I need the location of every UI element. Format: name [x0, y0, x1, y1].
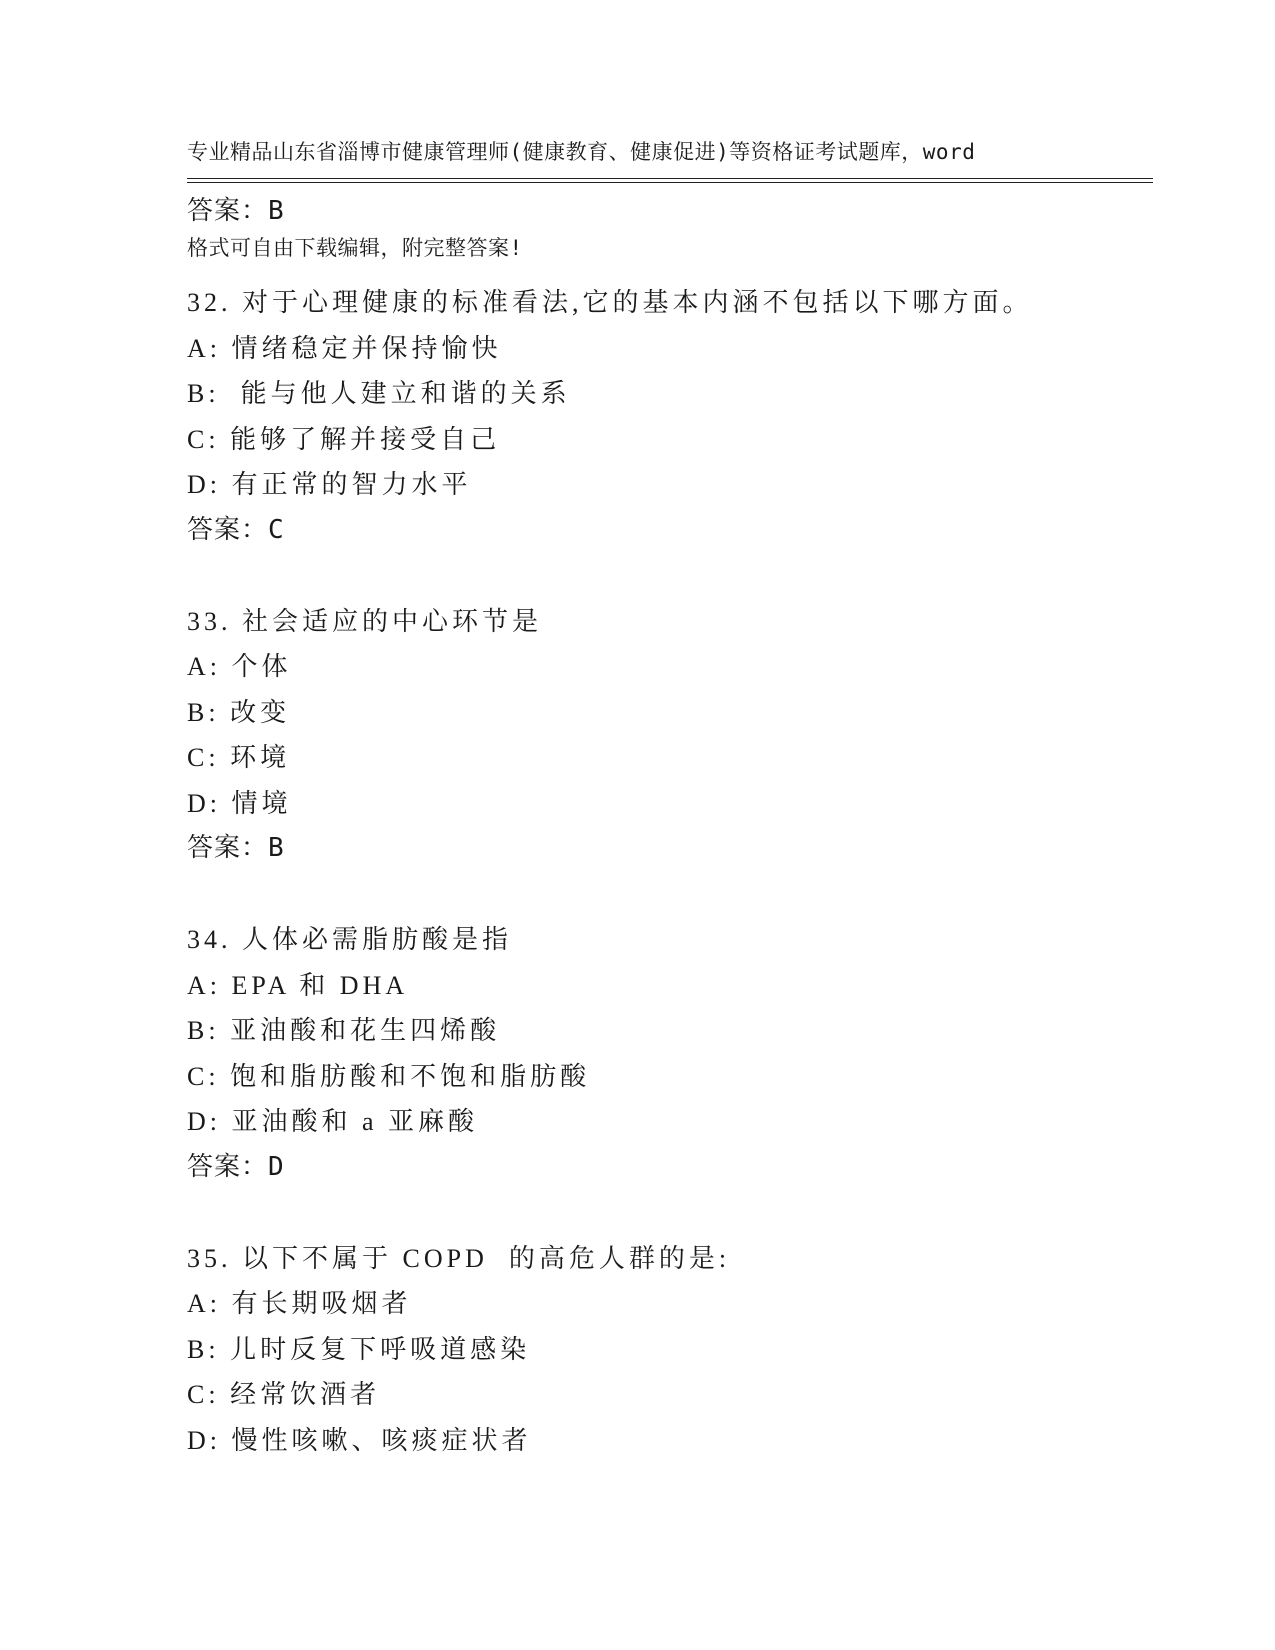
option-d: D: 有正常的智力水平 [187, 470, 472, 499]
option-b: B: 亚油酸和花生四烯酸 [187, 1016, 501, 1045]
spacer [187, 235, 1153, 281]
question-stem: 34. 人体必需脂肪酸是指 [187, 925, 513, 954]
question-stem: 32. 对于心理健康的标准看法,它的基本内涵不包括以下哪方面。 [187, 288, 1033, 317]
document-page [187, 0, 1153, 1650]
option-a: A: 有长期吸烟者 [187, 1289, 412, 1318]
header-line-1: 专业精品山东省淄博市健康管理师(健康教育、健康促进)等资格证考试题库，word [187, 140, 976, 164]
answer: 答案：B [187, 833, 285, 863]
option-a: A: 情绪稳定并保持愉快 [187, 333, 502, 363]
question-block-35 [187, 1236, 1153, 1464]
option-b: B: 能与他人建立和谐的关系 [187, 379, 571, 408]
header-divider-bottom [187, 182, 1153, 183]
option-d: D: 亚油酸和 a 亚麻酸 [187, 1107, 479, 1136]
question-stem: 33. 社会适应的中心环节是 [187, 606, 543, 636]
answer: 答案：C [187, 514, 285, 545]
option-c: C: 经常饮酒者 [187, 1380, 381, 1409]
answer: 答案：D [187, 1151, 285, 1182]
question-block-32 [187, 280, 1153, 553]
spacer [187, 553, 1153, 599]
question-list [187, 189, 1153, 1463]
option-c: C: 能够了解并接受自己 [187, 424, 501, 454]
question-block-34 [187, 917, 1153, 1190]
option-b: B: 儿时反复下呼吸道感染 [187, 1334, 531, 1364]
option-b: B: 改变 [187, 697, 291, 727]
question-block-33 [187, 599, 1153, 872]
question-stem: 35. 以下不属于 COPD 的高危人群的是: [187, 1243, 731, 1273]
previous-answer: 答案：B [187, 196, 285, 226]
option-c: C: 环境 [187, 743, 291, 772]
option-d: D: 情境 [187, 788, 292, 818]
header-line-2: 格式可自由下载编辑，附完整答案! [187, 236, 523, 260]
option-a: A: 个体 [187, 652, 292, 681]
spacer [187, 872, 1153, 918]
option-a: A: EPA 和 DHA [187, 970, 409, 1000]
option-c: C: 饱和脂肪酸和不饱和脂肪酸 [187, 1061, 591, 1091]
spacer [187, 1190, 1153, 1236]
option-d: D: 慢性咳嗽、咳痰症状者 [187, 1425, 532, 1455]
header-divider-top [187, 178, 1153, 179]
